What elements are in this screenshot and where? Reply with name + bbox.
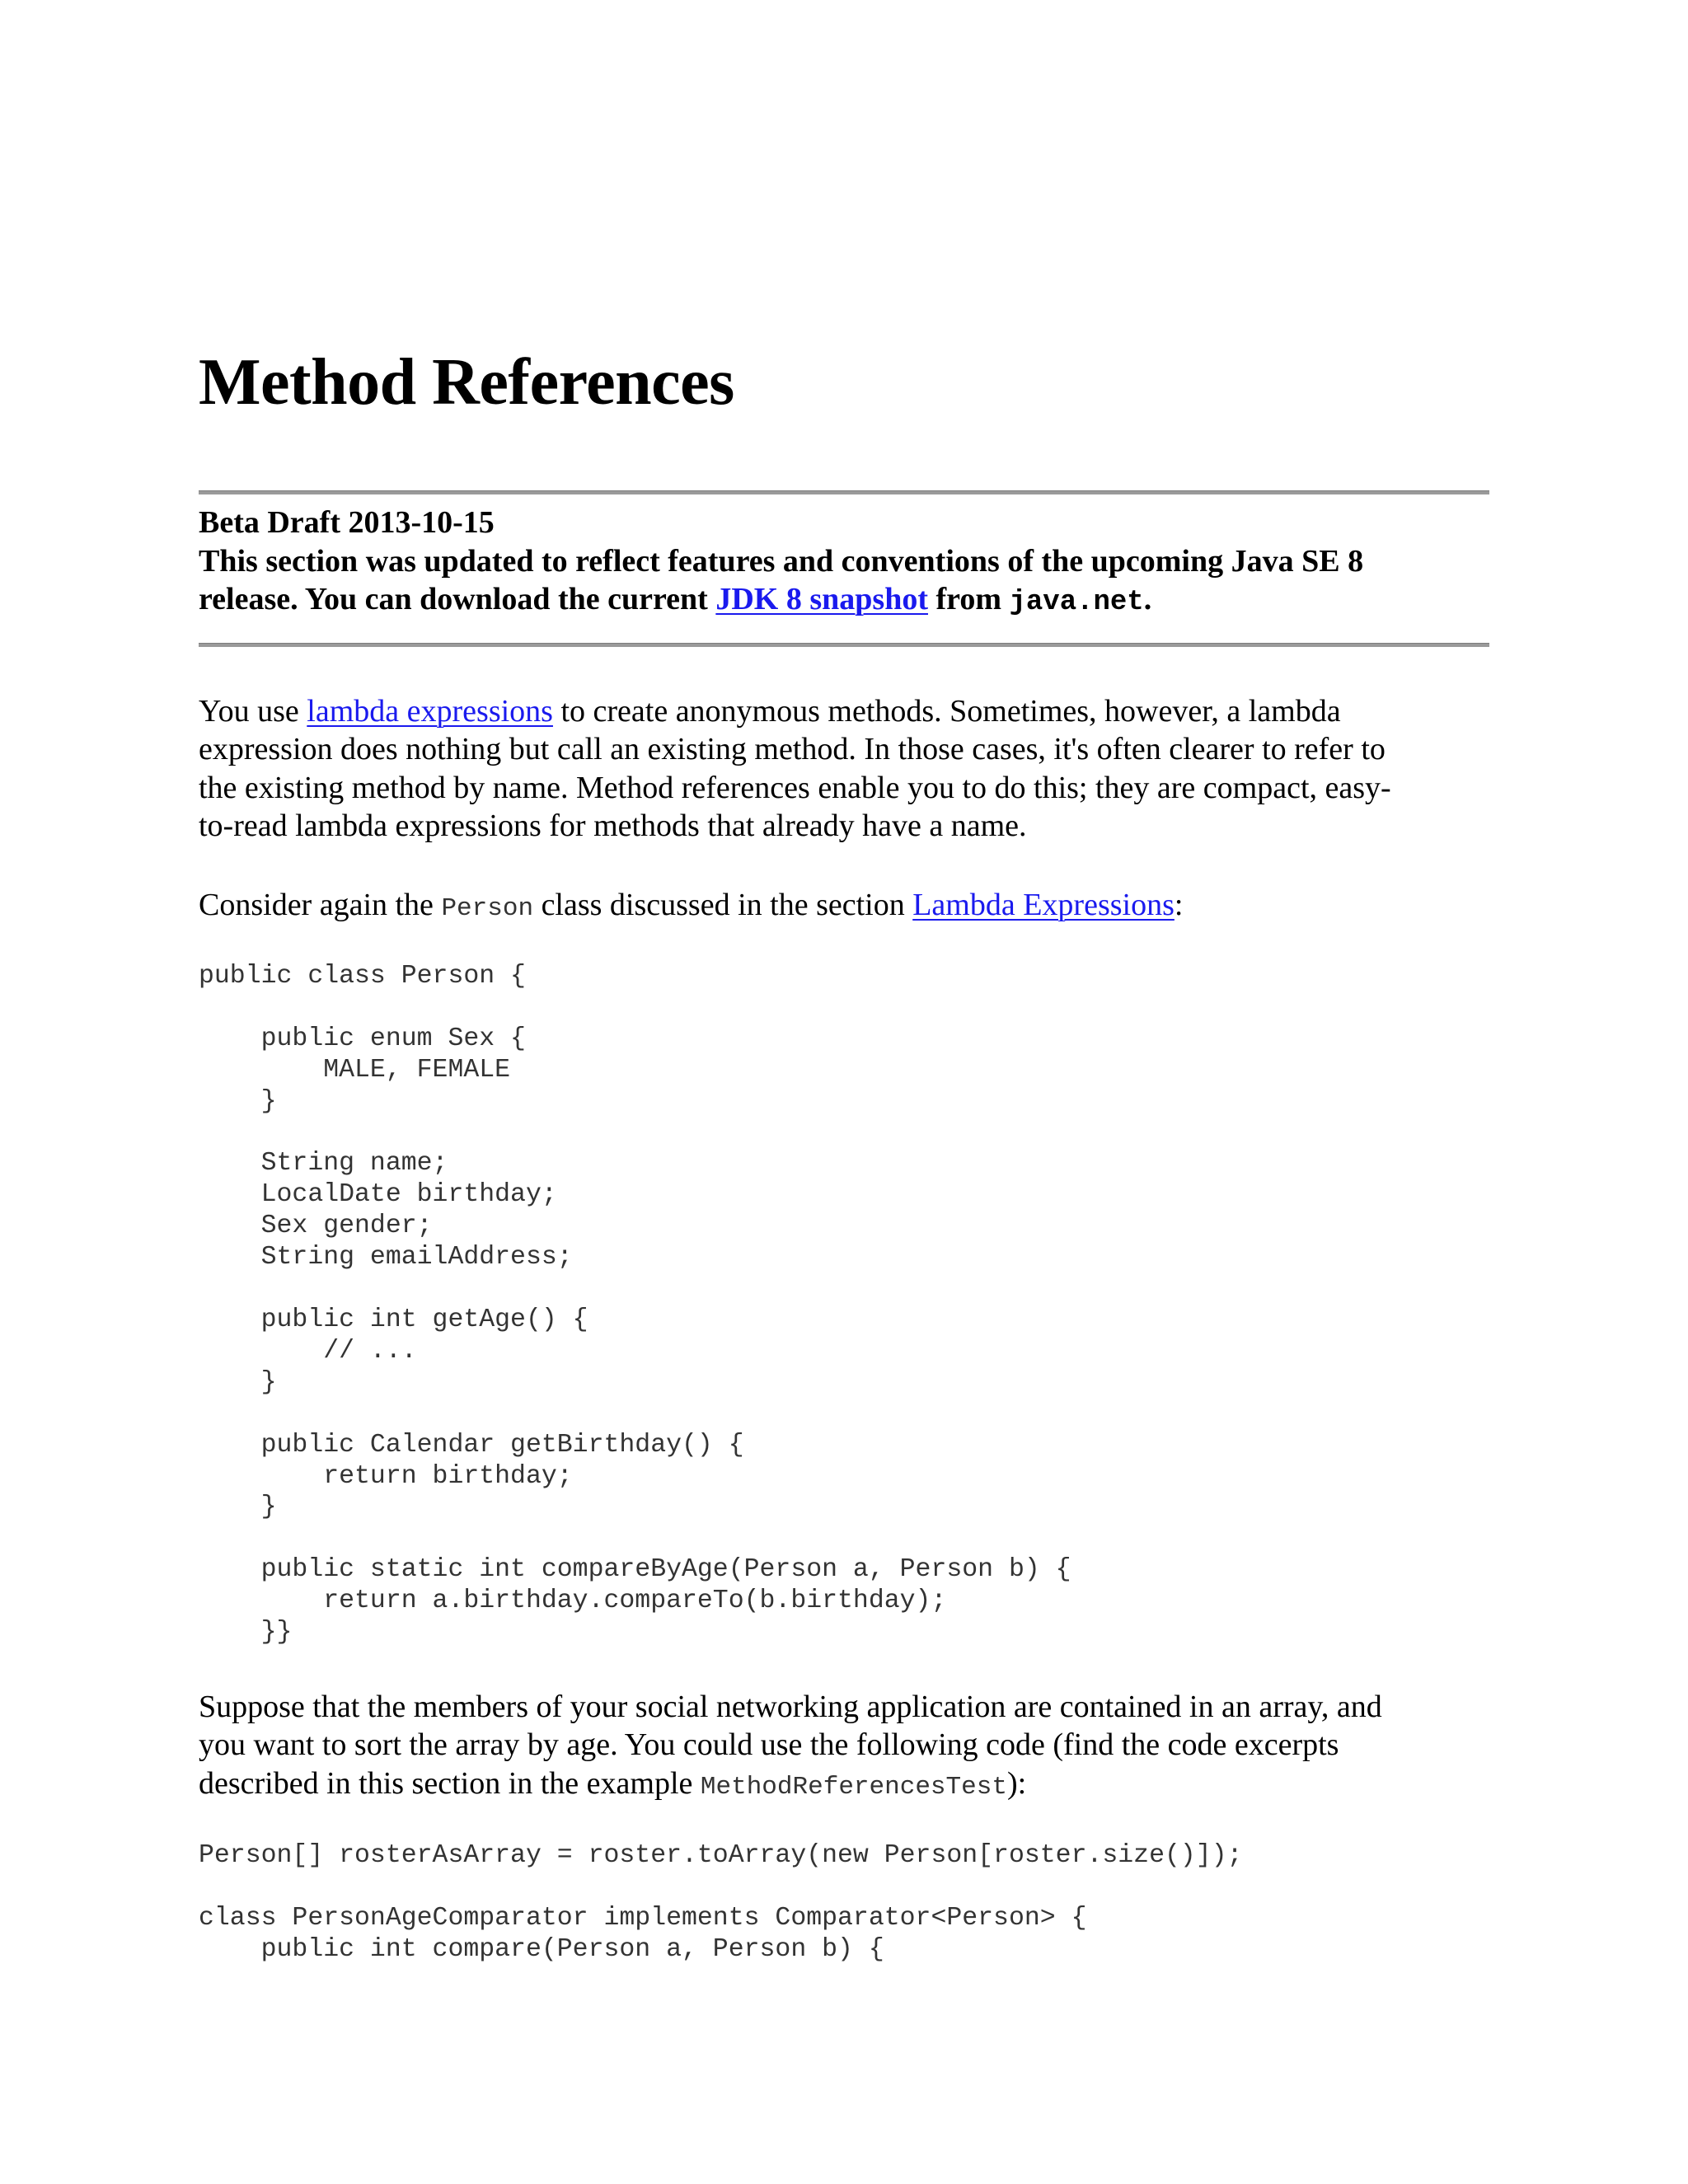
banner-bottom-divider — [199, 643, 1489, 647]
consider-text: class discussed in the section — [533, 888, 913, 922]
banner-download-line — [199, 580, 1489, 622]
suppose-line-2: you want to sort the array by age. You could use the following code (find the code excerpts — [199, 1727, 1339, 1763]
banner-top-divider — [199, 490, 1489, 494]
beta-draft-banner — [199, 504, 1489, 622]
suppose-line-3 — [199, 1765, 1489, 1807]
java-net-code: java.net — [1009, 587, 1144, 618]
banner-download-text: release. You can download the current — [199, 582, 716, 616]
lambda-expressions-section-link[interactable]: Lambda Expressions — [912, 888, 1175, 922]
intro-text: You use — [199, 694, 307, 729]
intro-line-2: expression does nothing but call an existing method. In those cases, it's often clearer to refer to — [199, 732, 1386, 767]
lambda-expressions-link[interactable]: lambda expressions — [307, 694, 553, 729]
person-inline-code: Person — [441, 894, 534, 923]
suppose-text: ): — [1006, 1765, 1027, 1801]
suppose-line-1: Suppose that the members of your social networking application are contained in an array, and — [199, 1690, 1382, 1724]
intro-text: to create anonymous methods. Sometimes, however, a lambda — [552, 694, 1341, 729]
person-class-code-block: public class Person { public enum Sex { MALE, FEMALE } String name; LocalDate birthday; Sex gender; String emailAddress; public int getAge() { // ... } public Calendar getBirthday() { return birthday; } public static int compareByAge(Person a, Person b) { return a.birthday.compareTo(b.birthday); }} — [199, 962, 1071, 1647]
intro-paragraph — [199, 692, 1489, 845]
banner-period: . — [1143, 582, 1152, 616]
jdk8-snapshot-link[interactable]: JDK 8 snapshot — [715, 582, 928, 616]
method-references-test-code: MethodReferencesTest — [700, 1772, 1007, 1802]
intro-line-3: the existing method by name. Method references enable you to do this; they are compact, easy- — [199, 770, 1391, 805]
consider-paragraph — [199, 886, 1489, 928]
consider-line — [199, 886, 1489, 928]
consider-text: Consider again the — [199, 888, 442, 922]
suppose-text: described in this section in the example — [199, 1765, 701, 1801]
suppose-paragraph — [199, 1688, 1489, 1807]
roster-comparator-code-block: Person[] rosterAsArray = roster.toArray(new Person[roster.size()]); class PersonAgeComparator implements Comparator<Person> { public int compare(Person a, Person b) { — [199, 1841, 1243, 1964]
consider-colon: : — [1174, 888, 1184, 922]
banner-from-text: from — [927, 582, 1010, 616]
page-title: Method References — [199, 346, 734, 419]
banner-notice: This section was updated to reflect features and conventions of the upcoming Java SE 8 — [199, 543, 1364, 579]
banner-date: Beta Draft 2013-10-15 — [199, 505, 495, 540]
intro-line-1 — [199, 692, 1489, 730]
intro-line-4: to-read lambda expressions for methods that already have a name. — [199, 808, 1027, 843]
